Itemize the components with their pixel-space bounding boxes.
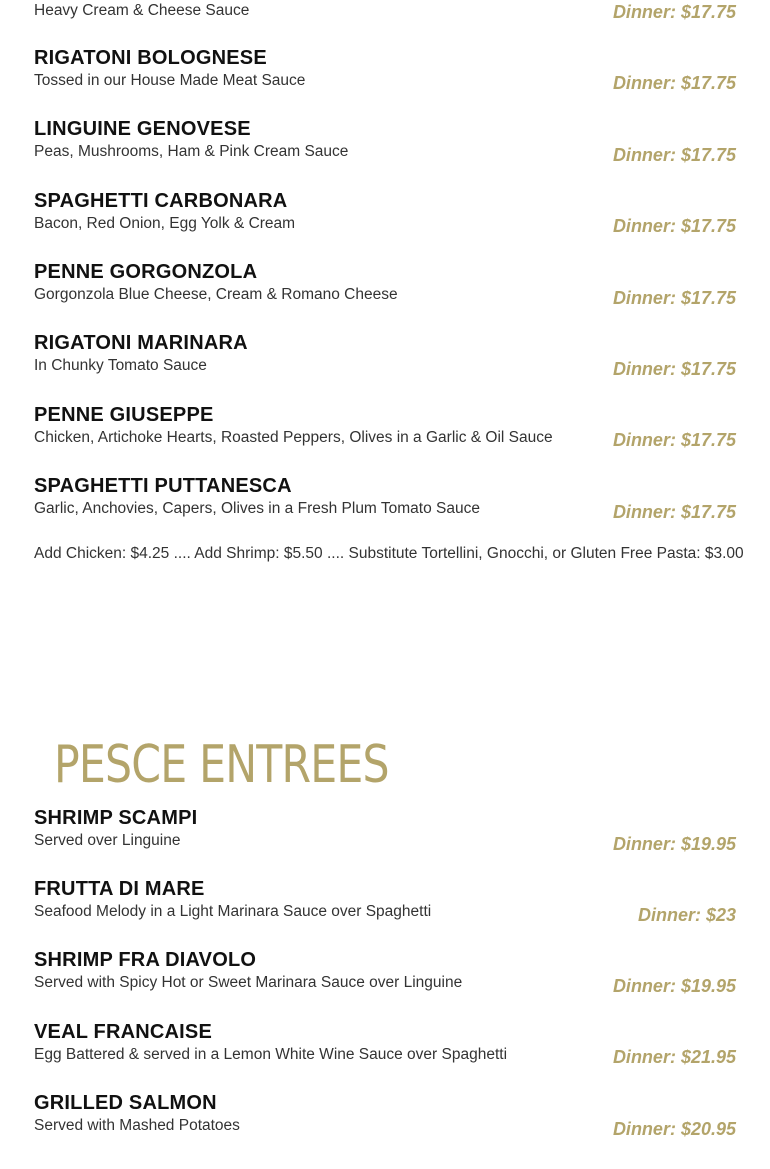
menu-item bbox=[34, 189, 736, 235]
item-description: Peas, Mushrooms, Ham & Pink Cream Sauce bbox=[34, 143, 349, 160]
item-name: PENNE GORGONZOLA bbox=[34, 261, 258, 283]
item-description: Served over Linguine bbox=[34, 832, 181, 849]
menu-item bbox=[34, 260, 736, 306]
item-price: Dinner: $19.95 bbox=[612, 834, 736, 854]
item-description: Chicken, Artichoke Hearts, Roasted Peppers, Olives in a Garlic & Oil Sauce bbox=[34, 429, 553, 446]
item-name: SPAGHETTI PUTTANESCA bbox=[34, 475, 292, 497]
item-description: Garlic, Anchovies, Capers, Olives in a Fresh Plum Tomato Sauce bbox=[34, 500, 480, 517]
menu-item bbox=[34, 0, 736, 22]
item-price: Dinner: $21.95 bbox=[612, 1047, 736, 1067]
item-description: Seafood Melody in a Light Marinara Sauce over Spaghetti bbox=[34, 903, 432, 920]
item-description: Bacon, Red Onion, Egg Yolk & Cream bbox=[34, 215, 296, 232]
item-price: Dinner: $19.95 bbox=[612, 976, 736, 996]
item-price: Dinner: $17.75 bbox=[612, 145, 736, 165]
item-name: PENNE GIUSEPPE bbox=[34, 404, 214, 426]
item-price: Dinner: $17.75 bbox=[612, 502, 736, 522]
menu-item bbox=[34, 1091, 736, 1137]
item-price: Dinner: $17.75 bbox=[612, 430, 736, 450]
item-name: SHRIMP FRA DIAVOLO bbox=[34, 949, 257, 971]
menu-item bbox=[34, 948, 736, 994]
item-price: Dinner: $23 bbox=[637, 905, 736, 925]
item-description: Tossed in our House Made Meat Sauce bbox=[34, 72, 306, 89]
item-description: In Chunky Tomato Sauce bbox=[34, 357, 207, 374]
item-description: Egg Battered & served in a Lemon White Wine Sauce over Spaghetti bbox=[34, 1046, 508, 1063]
item-name: LINGUINE GENOVESE bbox=[34, 118, 251, 140]
item-name: SHRIMP SCAMPI bbox=[34, 807, 198, 829]
item-name: VEAL FRANCAISE bbox=[34, 1021, 213, 1043]
item-price: Dinner: $17.75 bbox=[612, 359, 736, 379]
item-price: Dinner: $17.75 bbox=[612, 2, 736, 22]
menu-item bbox=[34, 1020, 736, 1066]
item-name: FRUTTA DI MARE bbox=[34, 878, 205, 900]
item-price: Dinner: $17.75 bbox=[612, 288, 736, 308]
item-price: Dinner: $17.75 bbox=[612, 73, 736, 93]
item-price: Dinner: $17.75 bbox=[612, 216, 736, 236]
menu-item bbox=[34, 117, 736, 163]
item-description: Heavy Cream & Cheese Sauce bbox=[34, 2, 250, 19]
menu-item bbox=[34, 474, 736, 520]
item-name: RIGATONI BOLOGNESE bbox=[34, 47, 267, 69]
menu-item bbox=[34, 46, 736, 92]
item-name: GRILLED SALMON bbox=[34, 1092, 217, 1114]
section-title: PESCE ENTREES bbox=[54, 735, 389, 795]
add-ons-note: Add Chicken: $4.25 .... Add Shrimp: $5.50 .... Substitute Tortellini, Gnocchi, or Gluten Free Pasta: $3.00 bbox=[34, 545, 744, 562]
item-name: SPAGHETTI CARBONARA bbox=[34, 190, 288, 212]
item-name: RIGATONI MARINARA bbox=[34, 332, 248, 354]
item-description: Gorgonzola Blue Cheese, Cream & Romano Cheese bbox=[34, 286, 398, 303]
menu-item bbox=[34, 806, 736, 852]
item-description: Served with Mashed Potatoes bbox=[34, 1117, 240, 1134]
item-description: Served with Spicy Hot or Sweet Marinara Sauce over Linguine bbox=[34, 974, 463, 991]
menu-item bbox=[34, 877, 736, 923]
menu-item bbox=[34, 331, 736, 377]
item-price: Dinner: $20.95 bbox=[612, 1119, 736, 1139]
menu-item bbox=[34, 403, 736, 449]
